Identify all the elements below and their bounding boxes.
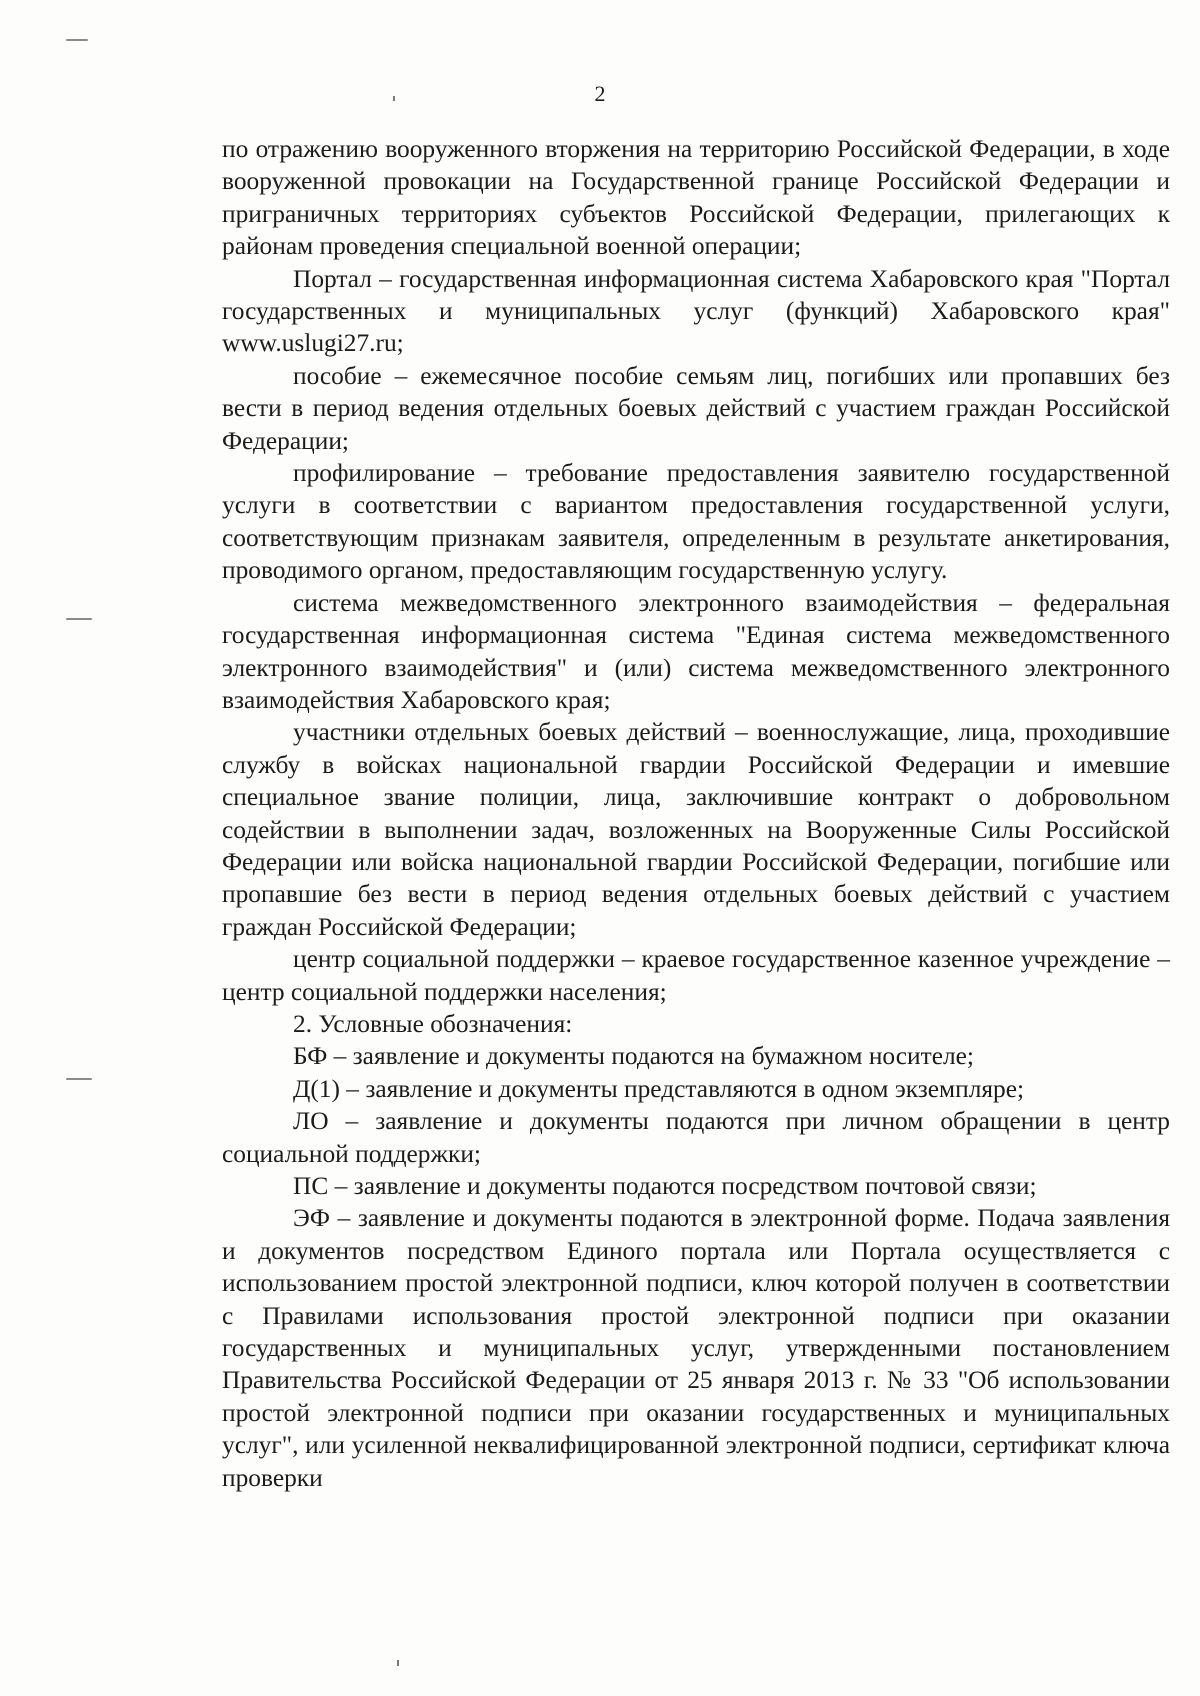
scan-mark — [66, 618, 92, 620]
scan-mark — [397, 1660, 399, 1666]
paragraph: система межведомственного электронного взаимодействия – федеральная государственная информационная система "Единая система межведомственного электронного взаимодействия" и (или) система межведомственного электронного взаимодействия Хабаровского края; — [222, 588, 1170, 714]
section-heading: 2. Условные обозначения: — [293, 1009, 573, 1038]
paragraph: Портал – государственная информационная система Хабаровского края "Портал государственных и муниципальных услуг (функций) Хабаровского края" www.uslugi27.ru; — [222, 264, 1170, 358]
paragraph: ЭФ – заявление и документы подаются в электронной форме. Подача заявления и документов посредством Единого портала или Портала осуществляется с использованием простой электронной подписи, ключ которой получен в соответствии с Правилами использования простой электронной подписи при оказании государственных и муниципальных услуг, утвержденными постановлением Правительства Российской Федерации от 25 января 2013 г. № 33 "Об использовании простой электронной подписи при оказании государственных и муниципальных услуг", или усиленной неквалифицированной электронной подписи, сертификат ключа проверки — [222, 1204, 1170, 1492]
paragraph: по отражению вооруженного вторжения на территорию Российской Федерации, в ходе вооруженной провокации на Государственной границе Российской Федерации и приграничных территориях субъектов Российской Федерации, прилегающих к районам проведения специальной военной операции; — [222, 135, 1170, 261]
paragraph: БФ – заявление и документы подаются на бумажном носителе; — [293, 1042, 974, 1071]
paragraph: профилирование – требование предоставления заявителю государственной услуги в соответствии с вариантом предоставления государственной услуги, соответствующим признакам заявителя, определенным в результате анкетирования, проводимого органом, предоставляющим государственную услугу. — [222, 459, 1170, 585]
paragraph: Д(1) – заявление и документы представляются в одном экземпляре; — [293, 1074, 1025, 1103]
scan-mark — [66, 1078, 92, 1080]
paragraph: ПС – заявление и документы подаются посредством почтовой связи; — [293, 1172, 1037, 1200]
paragraph: участники отдельных боевых действий – военнослужащие, лица, проходившие службу в войсках национальной гвардии Российской Федерации и имевшие специальное звание полиции, лица, заключившие контракт о добровольном содействии в выполнении задач, возложенных на Вооруженные Силы Российской Федерации или войска национальной гвардии Российской Федерации, погибшие или пропавшие без вести в период ведения отдельных боевых действий с участием граждан Российской Федерации; — [222, 718, 1170, 941]
scan-mark — [66, 39, 88, 41]
paragraph: ЛО – заявление и документы подаются при личном обращении в центр социальной поддержки; — [222, 1107, 1170, 1168]
paragraph: центр социальной поддержки – краевое государственное казенное учреждение – центр социальной поддержки населения; — [222, 945, 1170, 1006]
document-body — [222, 133, 1170, 1494]
paragraph: пособие – ежемесячное пособие семьям лиц, погибших или пропавших без вести в период ведения отдельных боевых действий с участием граждан Российской Федерации; — [222, 361, 1170, 455]
page-number: 2 — [594, 81, 606, 106]
